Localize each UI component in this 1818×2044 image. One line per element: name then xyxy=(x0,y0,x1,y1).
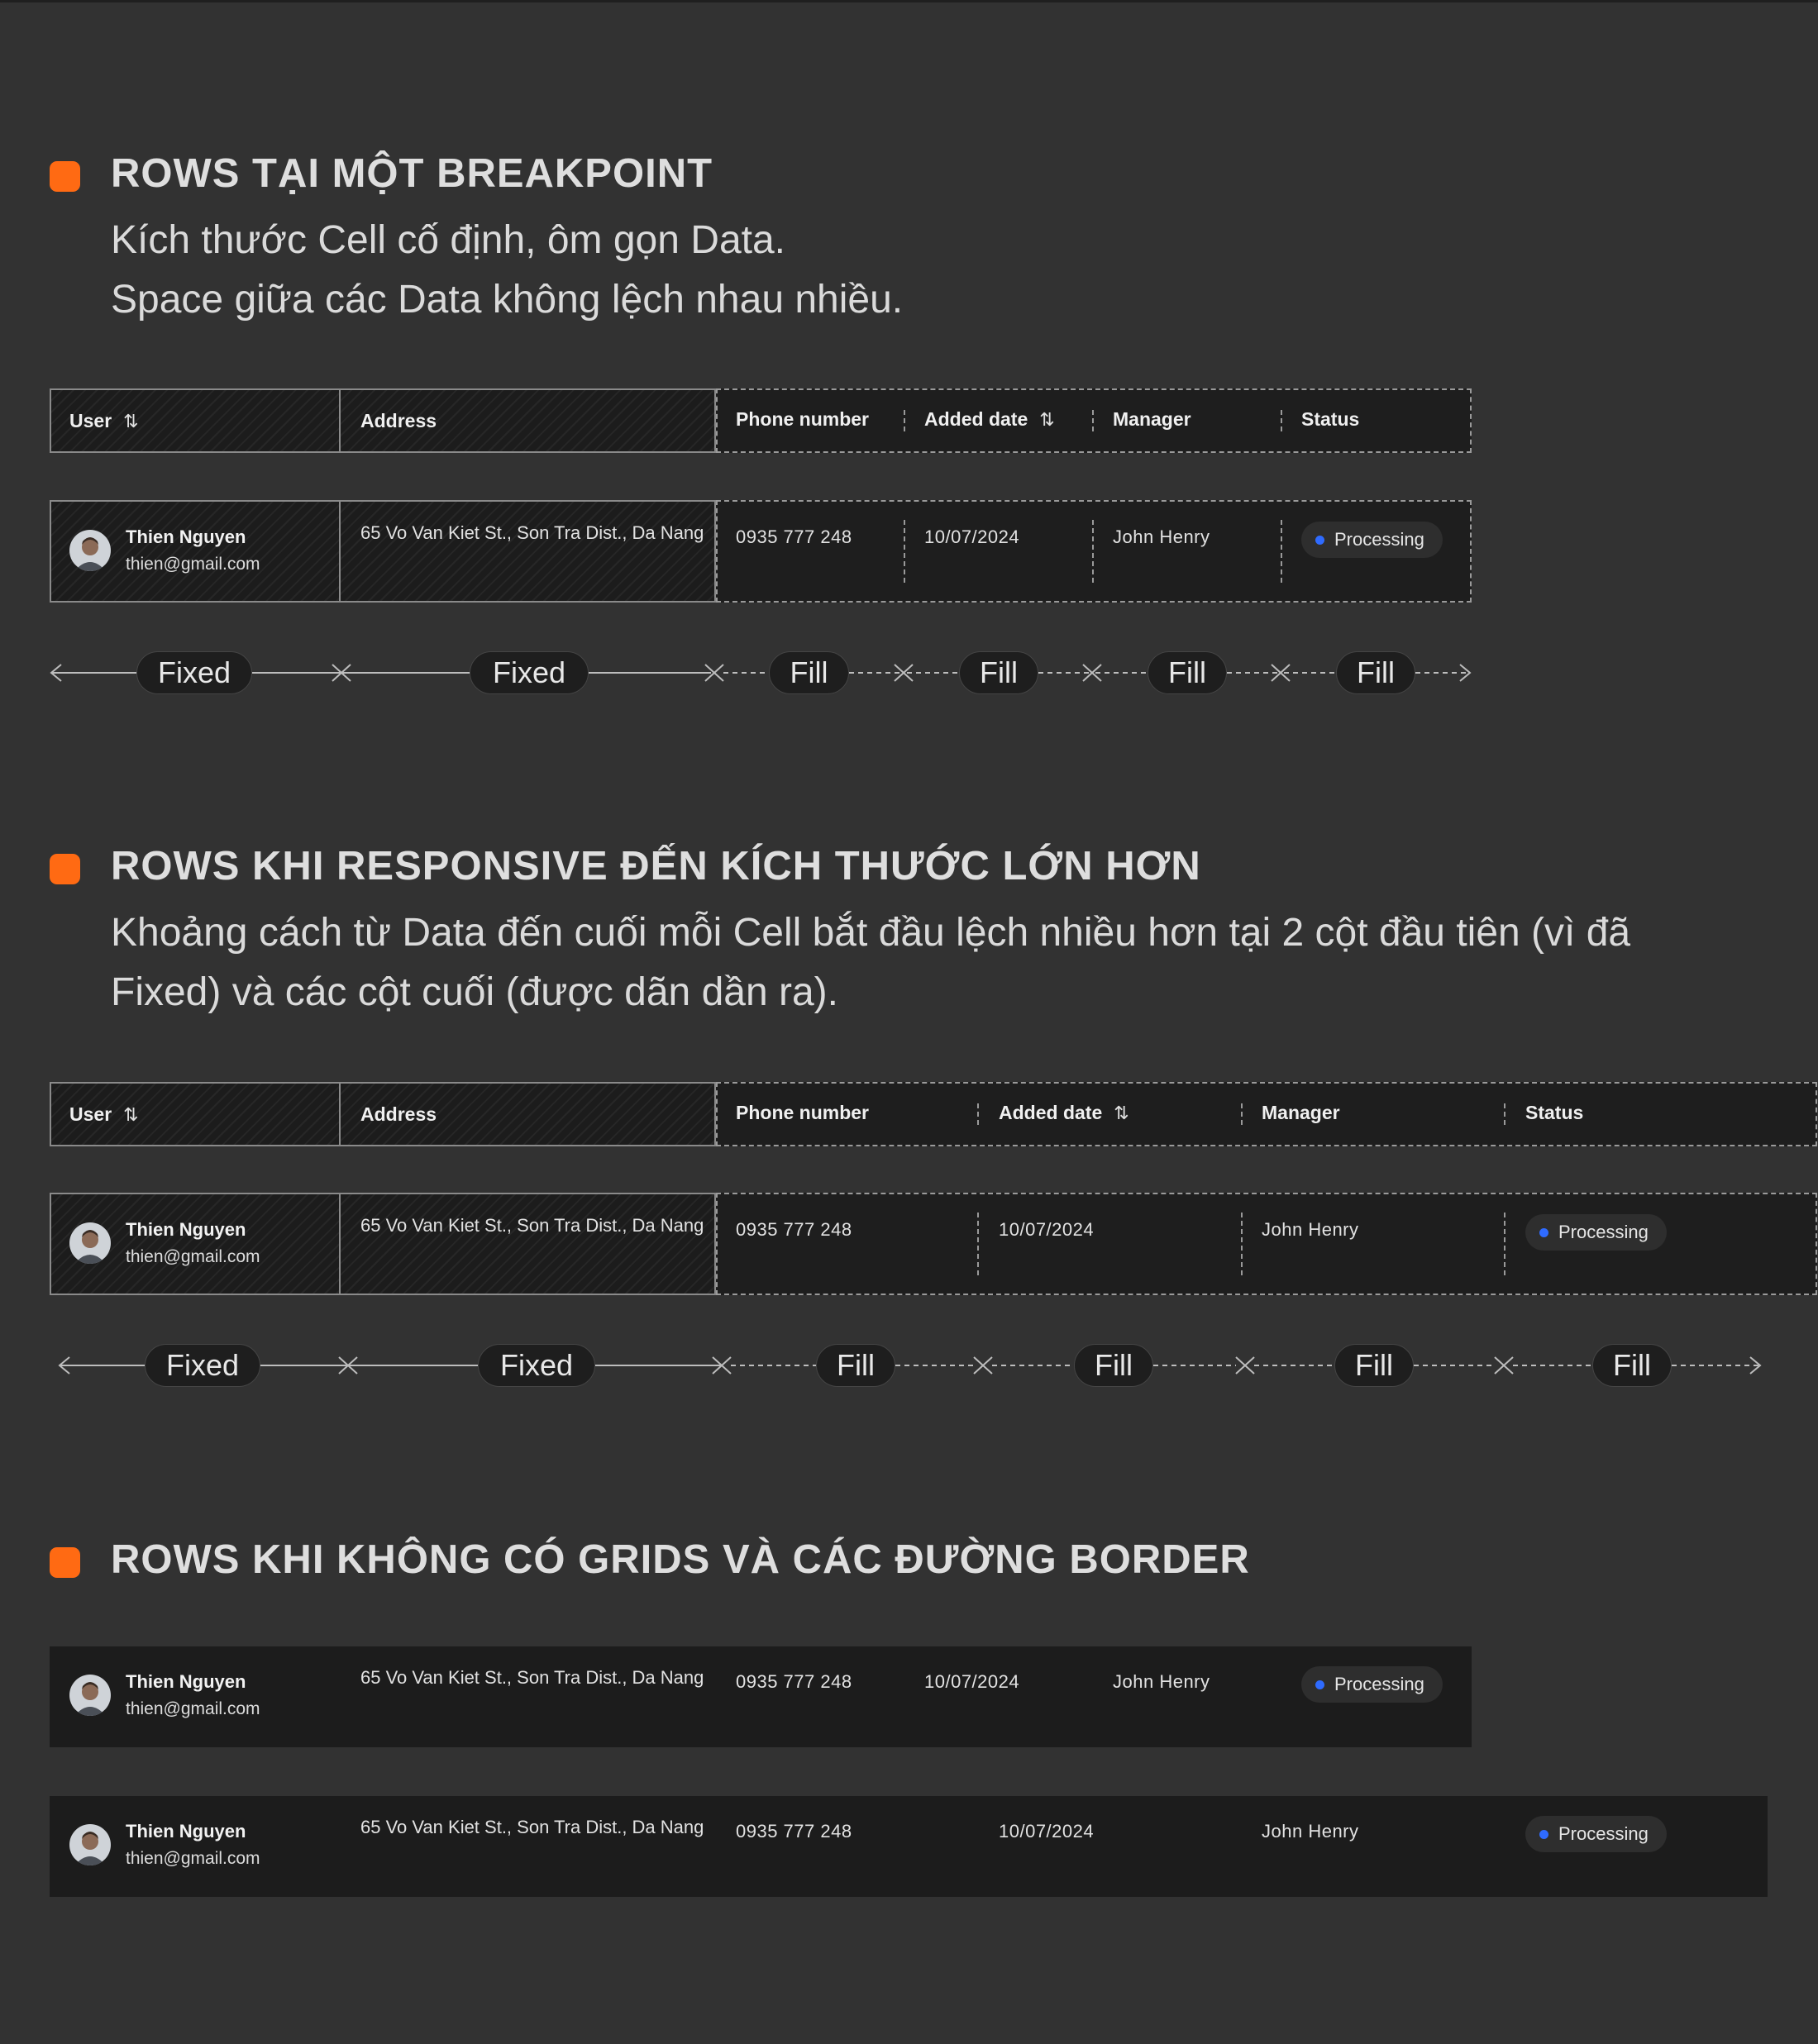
sort-arrows-icon[interactable]: ⇅ xyxy=(123,1104,139,1125)
section-bullet xyxy=(50,1547,80,1578)
column-header-manager[interactable]: Manager xyxy=(1262,1102,1340,1123)
status-text: Processing xyxy=(1558,1823,1649,1844)
section-bullet xyxy=(50,854,80,884)
column-header-address[interactable] xyxy=(339,388,716,453)
address-text: 65 Vo Van Kiet St., Son Tra Dist., Da Nang xyxy=(360,1215,704,1236)
manager-value: John Henry xyxy=(1262,1219,1359,1240)
column-header-phone[interactable]: Phone number xyxy=(736,1102,870,1123)
table-row-1[interactable] xyxy=(50,500,1472,603)
measure-label-fixed: Fixed xyxy=(470,651,589,694)
section-description-line: Kích thước Cell cố định, ôm gọn Data. xyxy=(111,218,785,262)
status-badge xyxy=(1301,522,1443,558)
measure-label-fill: Fill xyxy=(1074,1344,1153,1387)
date-value: 10/07/2024 xyxy=(999,1219,1095,1240)
table-row-2[interactable] xyxy=(50,1193,1769,1295)
table-header-1 xyxy=(50,388,1472,453)
column-header-user[interactable] xyxy=(50,1082,341,1146)
section-description-line: Fixed) và các cột cuối (được dãn dần ra). xyxy=(111,970,838,1014)
sort-arrows-icon[interactable]: ⇅ xyxy=(1039,409,1055,430)
column-label: User xyxy=(69,410,112,431)
column-divider xyxy=(1092,410,1094,431)
measure-label-fill: Fill xyxy=(769,651,849,694)
column-divider xyxy=(977,1213,979,1275)
section-title: ROWS TẠI MỘT BREAKPOINT xyxy=(111,151,713,196)
section-title: ROWS KHI RESPONSIVE ĐẾN KÍCH THƯỚC LỚN HƠN xyxy=(111,844,1201,889)
status-text: Processing xyxy=(1334,1674,1424,1694)
column-divider xyxy=(1241,1213,1243,1275)
column-label: Address xyxy=(360,1103,437,1125)
phone-value: 0935 777 248 xyxy=(736,1219,852,1240)
section-description-line: Khoảng cách từ Data đến cuối mỗi Cell bắt đầu lệch nhiều hơn tại 2 cột đầu tiên (vì đã xyxy=(111,911,1631,955)
measure-label-fixed: Fixed xyxy=(145,1344,260,1387)
measure-label-fill: Fill xyxy=(1336,651,1415,694)
measure-label-fill: Fill xyxy=(1334,1344,1414,1387)
width-measure-2 xyxy=(0,1342,1818,1392)
top-edge xyxy=(0,0,1818,2)
column-divider xyxy=(904,410,905,431)
column-label: Added date xyxy=(999,1102,1103,1123)
column-divider xyxy=(977,1103,979,1125)
status-text: Processing xyxy=(1558,1222,1649,1242)
date-value: 10/07/2024 xyxy=(924,526,1020,547)
avatar xyxy=(69,1675,111,1716)
date-value: 10/07/2024 xyxy=(924,1671,1020,1692)
phone-value: 0935 777 248 xyxy=(736,526,852,547)
cell-user xyxy=(50,500,341,603)
avatar xyxy=(69,1824,111,1865)
user-email: thien@gmail.com xyxy=(126,1699,260,1718)
column-header-phone[interactable]: Phone number xyxy=(736,408,870,430)
section-description-line: Space giữa các Data không lệch nhau nhiều. xyxy=(111,278,904,322)
user-email: thien@gmail.com xyxy=(126,1849,260,1868)
status-text: Processing xyxy=(1334,529,1424,550)
column-header-user[interactable] xyxy=(50,388,341,453)
section-title: ROWS KHI KHÔNG CÓ GRIDS VÀ CÁC ĐƯỜNG BORDER xyxy=(111,1537,1250,1582)
user-name: Thien Nguyen xyxy=(126,1671,246,1692)
measure-lines xyxy=(0,1342,1818,1392)
column-header-address[interactable] xyxy=(339,1082,716,1146)
column-label: Added date xyxy=(924,408,1028,430)
column-divider xyxy=(1504,1213,1505,1275)
column-label: User xyxy=(69,1103,112,1125)
measure-label-fill: Fill xyxy=(816,1344,895,1387)
column-divider xyxy=(1281,520,1282,583)
table-row-plain-1[interactable] xyxy=(50,1646,1472,1747)
measure-label-fill: Fill xyxy=(959,651,1038,694)
column-divider xyxy=(1241,1103,1243,1125)
address-text: 65 Vo Van Kiet St., Son Tra Dist., Da Nang xyxy=(360,1817,704,1837)
measure-label-fixed: Fixed xyxy=(136,651,252,694)
cell-address xyxy=(339,1193,716,1295)
status-dot-icon xyxy=(1315,536,1324,545)
status-badge xyxy=(1525,1214,1667,1251)
manager-value: John Henry xyxy=(1262,1821,1359,1842)
column-header-status[interactable]: Status xyxy=(1301,408,1360,430)
address-text: 65 Vo Van Kiet St., Son Tra Dist., Da Nang xyxy=(360,522,704,543)
user-name: Thien Nguyen xyxy=(126,526,246,547)
sort-arrows-icon[interactable]: ⇅ xyxy=(123,411,139,431)
column-header-manager[interactable]: Manager xyxy=(1113,408,1191,430)
measure-label-fixed: Fixed xyxy=(478,1344,595,1387)
status-badge xyxy=(1525,1816,1667,1852)
status-badge xyxy=(1301,1666,1443,1703)
status-dot-icon xyxy=(1315,1680,1324,1689)
manager-value: John Henry xyxy=(1113,526,1210,547)
user-email: thien@gmail.com xyxy=(126,1247,260,1266)
user-name: Thien Nguyen xyxy=(126,1821,246,1842)
avatar xyxy=(69,530,111,571)
section-bullet xyxy=(50,161,80,192)
status-dot-icon xyxy=(1539,1228,1548,1237)
cell-address xyxy=(339,500,716,603)
manager-value: John Henry xyxy=(1113,1671,1210,1692)
phone-value: 0935 777 248 xyxy=(736,1671,852,1692)
column-label: Address xyxy=(360,410,437,431)
address-text: 65 Vo Van Kiet St., Son Tra Dist., Da Nang xyxy=(360,1667,704,1688)
measure-lines xyxy=(0,650,1818,699)
column-divider xyxy=(1504,1103,1505,1125)
phone-value: 0935 777 248 xyxy=(736,1821,852,1842)
user-email: thien@gmail.com xyxy=(126,555,260,574)
measure-label-fill: Fill xyxy=(1148,651,1227,694)
column-divider xyxy=(904,520,905,583)
column-divider xyxy=(1281,410,1282,431)
measure-label-fill: Fill xyxy=(1592,1344,1672,1387)
date-value: 10/07/2024 xyxy=(999,1821,1095,1842)
user-name: Thien Nguyen xyxy=(126,1219,246,1240)
table-row-plain-2[interactable] xyxy=(50,1796,1768,1897)
width-measure-1 xyxy=(0,650,1818,699)
column-header-added-date[interactable] xyxy=(924,408,1055,431)
column-divider xyxy=(1092,520,1094,583)
cell-user xyxy=(50,1193,341,1295)
column-header-status[interactable]: Status xyxy=(1525,1102,1584,1123)
column-header-added-date[interactable] xyxy=(999,1102,1129,1124)
avatar xyxy=(69,1222,111,1264)
table-header-2 xyxy=(50,1082,1769,1146)
status-dot-icon xyxy=(1539,1830,1548,1839)
sort-arrows-icon[interactable]: ⇅ xyxy=(1114,1103,1129,1123)
